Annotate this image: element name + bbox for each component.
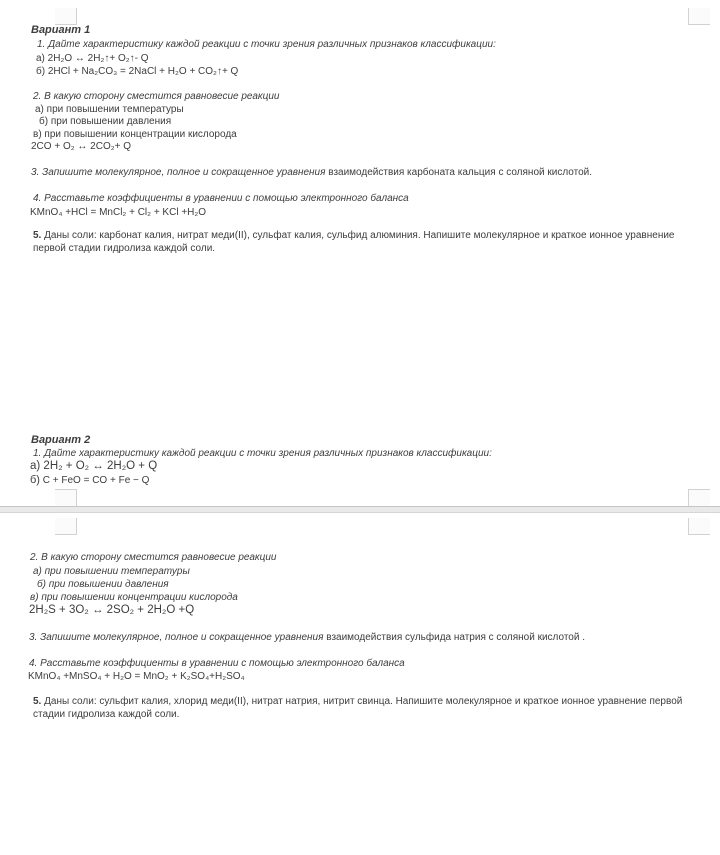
variant2-title: Вариант 2 [31,434,91,446]
crop-mark-top-left-icon [55,518,77,535]
v1-q3-prompt-italic: 3. Запишите молекулярное, полное и сокращенное уравнения [31,167,326,178]
v1-q5-text: Даны соли: карбонат калия, нитрат меди(II), сульфат калия, сульфид алюминия. Напишите молекулярное и краткое ионное уравнение первой стадии гидролиза каждой соли. [33,230,675,254]
v2-q5-number: 5. [33,696,42,707]
crop-mark-top-left-icon [55,8,77,25]
v2-q1-equation-a: а) 2H₂ + O₂ ↔ 2H₂O + Q [30,460,158,472]
v1-q5-prompt [33,229,695,255]
crop-mark-bottom-left-icon [55,489,77,506]
v2-q1-equation-b [30,474,149,487]
crop-mark-top-right-icon [688,8,710,25]
v2-q1-b-label: б) [30,474,40,486]
v2-q4-prompt: 4. Расставьте коэффициенты в уравнении с помощью электронного баланса [29,658,405,669]
v2-q4-equation: KMnO₄ +MnSO₄ + H₂O = MnO₂ + K₂SO₄+H₂SO₄ [28,671,245,682]
v1-q2-prompt: 2. В какую сторону сместится равновесие реакции [33,91,280,102]
v2-q5-prompt [33,695,695,721]
page-break-separator [0,506,720,513]
v1-q4-equation: KMnO₄ +HCl = MnCl₂ + Cl₂ + KCl +H₂O [30,207,207,218]
crop-mark-bottom-right-icon [688,489,710,506]
v2-q1-b-eq: C + FeO = CO + Fe − Q [39,475,150,486]
v1-q2-option-a: а) при повышении температуры [35,104,184,115]
v2-q2-option-b: б) при повышении давления [37,579,169,590]
v1-q2-equation: 2CO + O₂ ↔ 2CO₂+ Q [31,141,132,152]
v2-q2-prompt: 2. В какую сторону сместится равновесие реакции [30,552,277,563]
v2-q3-prompt-rest: взаимодействия сульфида натрия с соляной кислотой . [323,632,586,643]
v1-q1-equation-a: а) 2H₂O ↔ 2H₂↑+ O₂↑- Q [36,53,149,64]
v1-q1-equation-b: б) 2HCl + Na₂CO₃ = 2NaCl + H₂O + CO₂↑+ Q [36,66,239,77]
v1-q3-prompt [31,167,592,179]
v1-q5-number: 5. [33,230,42,241]
v2-q2-option-a: а) при повышении температуры [33,566,190,577]
v1-q3-prompt-rest: взаимодействия карбоната кальция с соляной кислотой. [325,167,593,178]
v1-q4-prompt: 4. Расставьте коэффициенты в уравнении с помощью электронного баланса [33,193,409,204]
v2-q1-prompt: 1. Дайте характеристику каждой реакции с точки зрения различных признаков классификации: [33,448,492,459]
v1-q1-prompt: 1. Дайте характеристику каждой реакции с точки зрения различных признаков классификации: [37,39,496,50]
document-page-2 [0,513,720,855]
variant1-title: Вариант 1 [31,24,91,36]
v2-q2-option-c: в) при повышении концентрации кислорода [30,592,238,603]
v2-q2-equation: 2H₂S + 3O₂ ↔ 2SO₂ + 2H₂O +Q [29,604,195,616]
v2-q3-prompt [29,632,585,644]
v1-q2-option-b: б) при повышении давления [39,116,172,127]
v1-q2-option-c: в) при повышении концентрации кислорода [33,129,237,140]
crop-mark-top-right-icon [688,518,710,535]
v2-q3-prompt-italic: 3. Запишите молекулярное, полное и сокращенное уравнения [29,632,324,643]
v2-q5-text: Даны соли: сульфит калия, хлорид меди(II), нитрат натрия, нитрит свинца. Напишите молекулярное и краткое ионное уравнение первой стадии гидролиза каждой соли. [33,696,683,720]
